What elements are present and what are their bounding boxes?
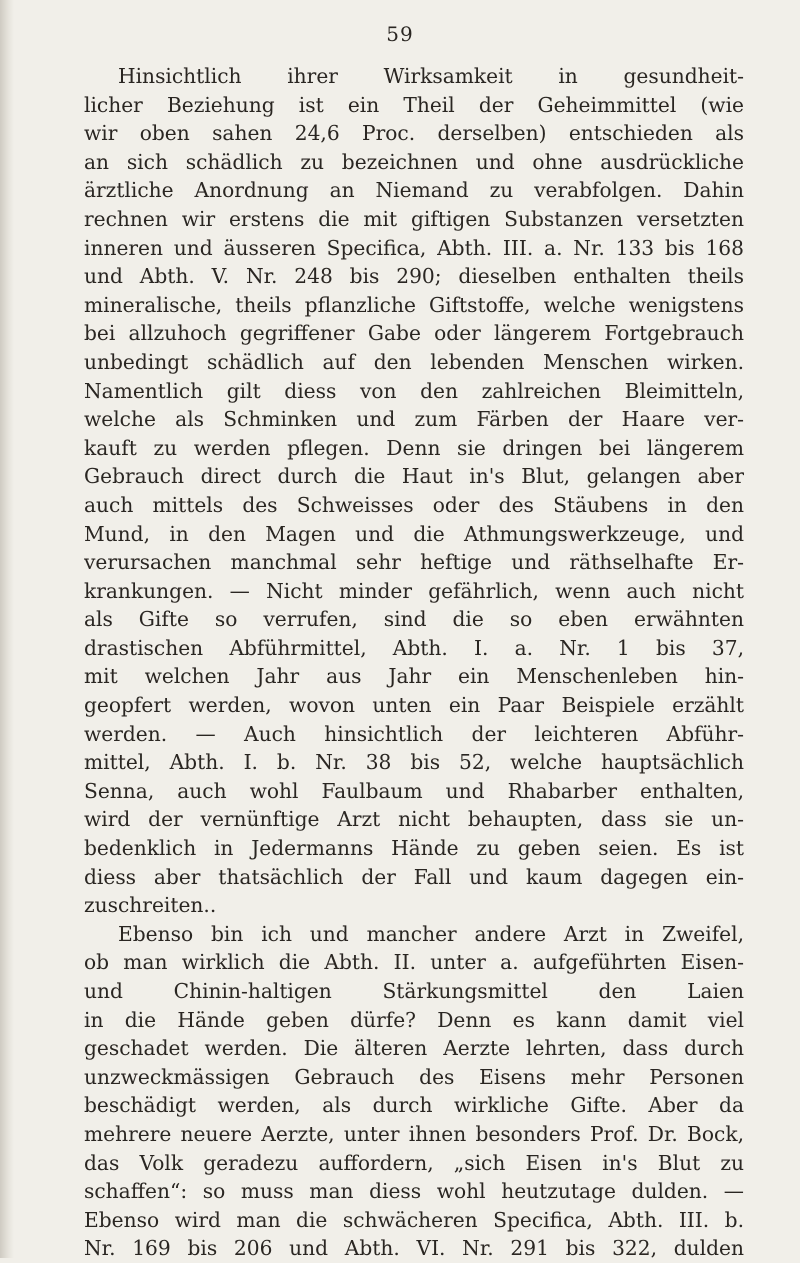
text-line: mittel, Abth. I. b. Nr. 38 bis 52, welche hauptsächlich — [84, 750, 744, 775]
text-line: das Volk geradezu auffordern, „sich Eisen in's Blut zu — [84, 1150, 744, 1175]
text-line: wird der vernünftige Arzt nicht behaupten, dass sie un- — [84, 807, 744, 832]
text-line: bei allzuhoch gegriffener Gabe oder längerem Fortgebrauch — [84, 321, 744, 346]
text-line: rechnen wir erstens die mit giftigen Substanzen versetzten — [84, 206, 744, 231]
text-line: werden. — Auch hinsichtlich der leichteren Abführ- — [84, 721, 744, 746]
text-line: mehrere neuere Aerzte, unter ihnen besonders Prof. Dr. Bock, — [84, 1121, 744, 1146]
text-line: mineralische, theils pflanzliche Giftstoffe, welche wenigstens — [84, 292, 744, 317]
text-line: inneren und äusseren Specifica, Abth. III. a. Nr. 133 bis 168 — [84, 235, 744, 260]
text-line: ärztliche Anordnung an Niemand zu verabfolgen. Dahin — [84, 178, 744, 203]
text-line: in die Hände geben dürfe? Denn es kann damit viel — [84, 1007, 744, 1032]
text-line: als Gifte so verrufen, sind die so eben erwähnten — [84, 607, 744, 632]
text-line: Hinsichtlich ihrer Wirksamkeit in gesundheit- — [118, 64, 744, 88]
text-line: drastischen Abführmittel, Abth. I. a. Nr. 1 bis 37, — [84, 635, 744, 660]
text-line: kauft zu werden pflegen. Denn sie dringen bei längerem — [84, 435, 744, 460]
page-edge-shadow — [0, 0, 14, 1258]
text-line: Nr. 169 bis 206 und Abth. VI. Nr. 291 bis 322, dulden — [84, 1236, 744, 1261]
text-line: zuschreiten.. — [84, 893, 217, 918]
text-line: Gebrauch direct durch die Haut in's Blut, gelangen aber — [84, 464, 744, 489]
text-line: verursachen manchmal sehr heftige und räthselhafte Er- — [84, 550, 744, 575]
text-line: ob man wirklich die Abth. II. unter a. aufgeführten Eisen- — [84, 950, 744, 975]
text-line: krankungen. — Nicht minder gefährlich, wenn auch nicht — [84, 578, 744, 603]
text-line: auch mittels des Schweisses oder des Stäubens in den — [84, 492, 744, 517]
text-line: unbedingt schädlich auf den lebenden Menschen wirken. — [84, 349, 744, 374]
text-line: diess aber thatsächlich der Fall und kaum dagegen ein- — [84, 864, 744, 889]
text-line: Ebenso bin ich und mancher andere Arzt in Zweifel, — [118, 921, 744, 946]
text-line: bedenklich in Jedermanns Hände zu geben seien. Es ist — [84, 836, 744, 861]
text-line: wir oben sahen 24,6 Proc. derselben) entschieden als — [84, 121, 744, 146]
text-line: unzweckmässigen Gebrauch des Eisens mehr Personen — [84, 1064, 744, 1089]
text-line: geschadet werden. Die älteren Aerzte lehrten, dass durch — [84, 1036, 744, 1061]
text-line: an sich schädlich zu bezeichnen und ohne ausdrückliche — [84, 149, 744, 174]
text-line: beschädigt werden, als durch wirkliche Gifte. Aber da — [84, 1093, 744, 1118]
text-line: und Abth. V. Nr. 248 bis 290; dieselben enthalten theils — [84, 264, 744, 289]
body-text — [84, 62, 744, 1263]
page-number: 59 — [386, 22, 414, 46]
text-line: Mund, in den Magen und die Athmungswerkzeuge, und — [84, 521, 744, 546]
text-line: mit welchen Jahr aus Jahr ein Menschenleben hin- — [84, 664, 744, 689]
text-line: Senna, auch wohl Faulbaum und Rhabarber enthalten, — [84, 778, 744, 803]
text-line: welche als Schminken und zum Färben der Haare ver- — [84, 407, 744, 432]
text-line: Ebenso wird man die schwächeren Specifica, Abth. III. b. — [84, 1207, 744, 1232]
text-line: licher Beziehung ist ein Theil der Geheimmittel (wie — [84, 92, 744, 117]
text-line: schaffen“: so muss man diess wohl heutzutage dulden. — — [84, 1179, 744, 1204]
text-line: und Chinin-haltigen Stärkungsmittel den Laien — [84, 979, 744, 1003]
text-line: geopfert werden, wovon unten ein Paar Beispiele erzählt — [84, 693, 744, 718]
text-line: Namentlich gilt diess von den zahlreichen Bleimitteln, — [84, 378, 744, 403]
